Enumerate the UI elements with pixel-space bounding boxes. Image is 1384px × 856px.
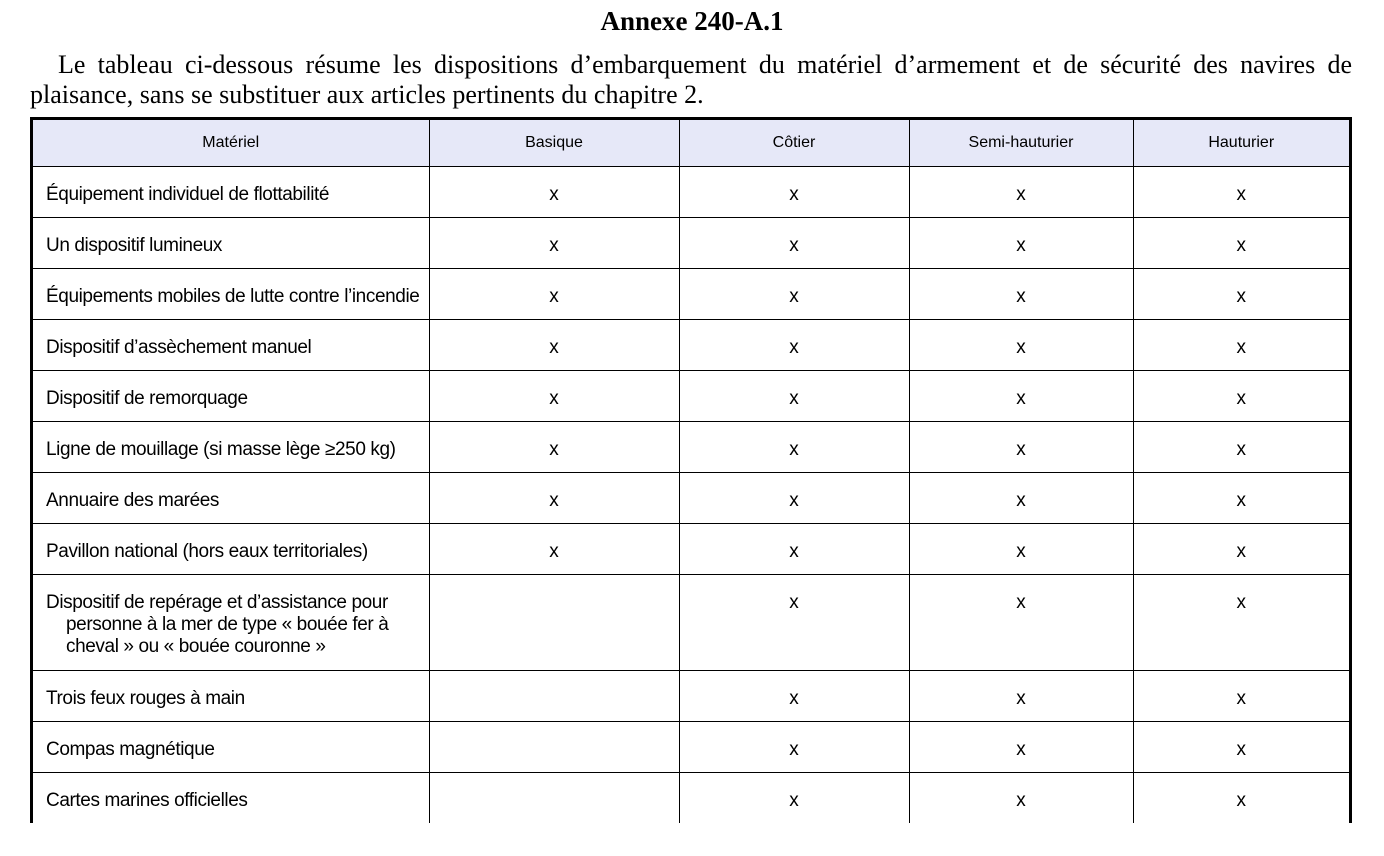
cell-cotier: x [679,371,909,422]
cell-cotier: x [679,320,909,371]
row-label: Un dispositif lumineux [33,218,429,269]
row-label: Équipements mobiles de lutte contre l’incendie [33,269,429,320]
cell-basique [429,671,679,722]
table-row [33,269,1349,320]
table-row [33,575,1349,671]
cell-semi-hauturier: x [909,218,1133,269]
cell-hauturier: x [1133,269,1349,320]
header-cotier: Côtier [679,120,909,167]
cell-hauturier: x [1133,218,1349,269]
cell-hauturier: x [1133,524,1349,575]
header-basique: Basique [429,120,679,167]
cell-basique: x [429,167,679,218]
row-label: Cartes marines officielles [33,773,429,824]
row-label: Ligne de mouillage (si masse lège ≥250 kg) [33,422,429,473]
cell-cotier: x [679,473,909,524]
cell-hauturier: x [1133,722,1349,773]
cell-basique [429,722,679,773]
equipment-table [30,117,1352,823]
row-label: Annuaire des marées [33,473,429,524]
cell-semi-hauturier: x [909,671,1133,722]
cell-semi-hauturier: x [909,524,1133,575]
cell-basique: x [429,371,679,422]
cell-cotier: x [679,524,909,575]
table-row [33,167,1349,218]
cell-cotier: x [679,722,909,773]
cell-basique: x [429,422,679,473]
page-title: Annexe 240-A.1 [600,6,784,36]
header-materiel: Matériel [33,120,429,167]
cell-cotier: x [679,218,909,269]
cell-hauturier: x [1133,371,1349,422]
row-label [33,575,429,671]
row-label: Compas magnétique [33,722,429,773]
cell-semi-hauturier: x [909,167,1133,218]
table-row [33,422,1349,473]
table-row [33,722,1349,773]
cell-basique: x [429,320,679,371]
cell-hauturier: x [1133,575,1349,671]
cell-cotier: x [679,773,909,824]
cell-hauturier: x [1133,422,1349,473]
header-semi-hauturier: Semi-hauturier [909,120,1133,167]
row-label: Pavillon national (hors eaux territoriales) [33,524,429,575]
row-label: Dispositif d’assèchement manuel [33,320,429,371]
table-row [33,524,1349,575]
cell-basique: x [429,218,679,269]
header-hauturier: Hauturier [1133,120,1349,167]
cell-hauturier: x [1133,473,1349,524]
row-label: Dispositif de remorquage [33,371,429,422]
cell-basique [429,575,679,671]
cell-semi-hauturier: x [909,269,1133,320]
cell-basique: x [429,269,679,320]
table-row [33,371,1349,422]
cell-semi-hauturier: x [909,320,1133,371]
table-row [33,218,1349,269]
cell-basique: x [429,524,679,575]
table-row [33,473,1349,524]
cell-cotier: x [679,269,909,320]
row-label: Équipement individuel de flottabilité [33,167,429,218]
cell-hauturier: x [1133,167,1349,218]
cell-hauturier: x [1236,790,1246,811]
table-row [33,671,1349,722]
cell-hauturier: x [1133,320,1349,371]
cell-semi-hauturier: x [909,422,1133,473]
cell-basique [429,773,679,824]
cell-semi-hauturier: x [909,473,1133,524]
table-header-row [33,120,1349,167]
row-label-text: Dispositif de repérage et d’assistance pour personne à la mer de type « bouée fer à cheval » ou « bouée couronne » [46,592,389,657]
cell-cotier: x [679,422,909,473]
table-row [33,773,1349,824]
table-row [33,320,1349,371]
cell-semi-hauturier: x [909,371,1133,422]
cell-semi-hauturier: x [909,722,1133,773]
row-label: Trois feux rouges à main [33,671,429,722]
cell-semi-hauturier: x [909,773,1133,824]
cell-semi-hauturier: x [909,575,1133,671]
cell-hauturier: x [1133,671,1349,722]
cell-cotier: x [679,671,909,722]
cell-cotier: x [679,575,909,671]
intro-paragraph: Le tableau ci-dessous résume les dispositions d’embarquement du matériel d’armement et de sécurité des navires de plaisance, sans se substituer aux articles pertinents du chapitre 2. [30,50,1352,109]
cell-cotier: x [679,167,909,218]
cell-basique: x [429,473,679,524]
